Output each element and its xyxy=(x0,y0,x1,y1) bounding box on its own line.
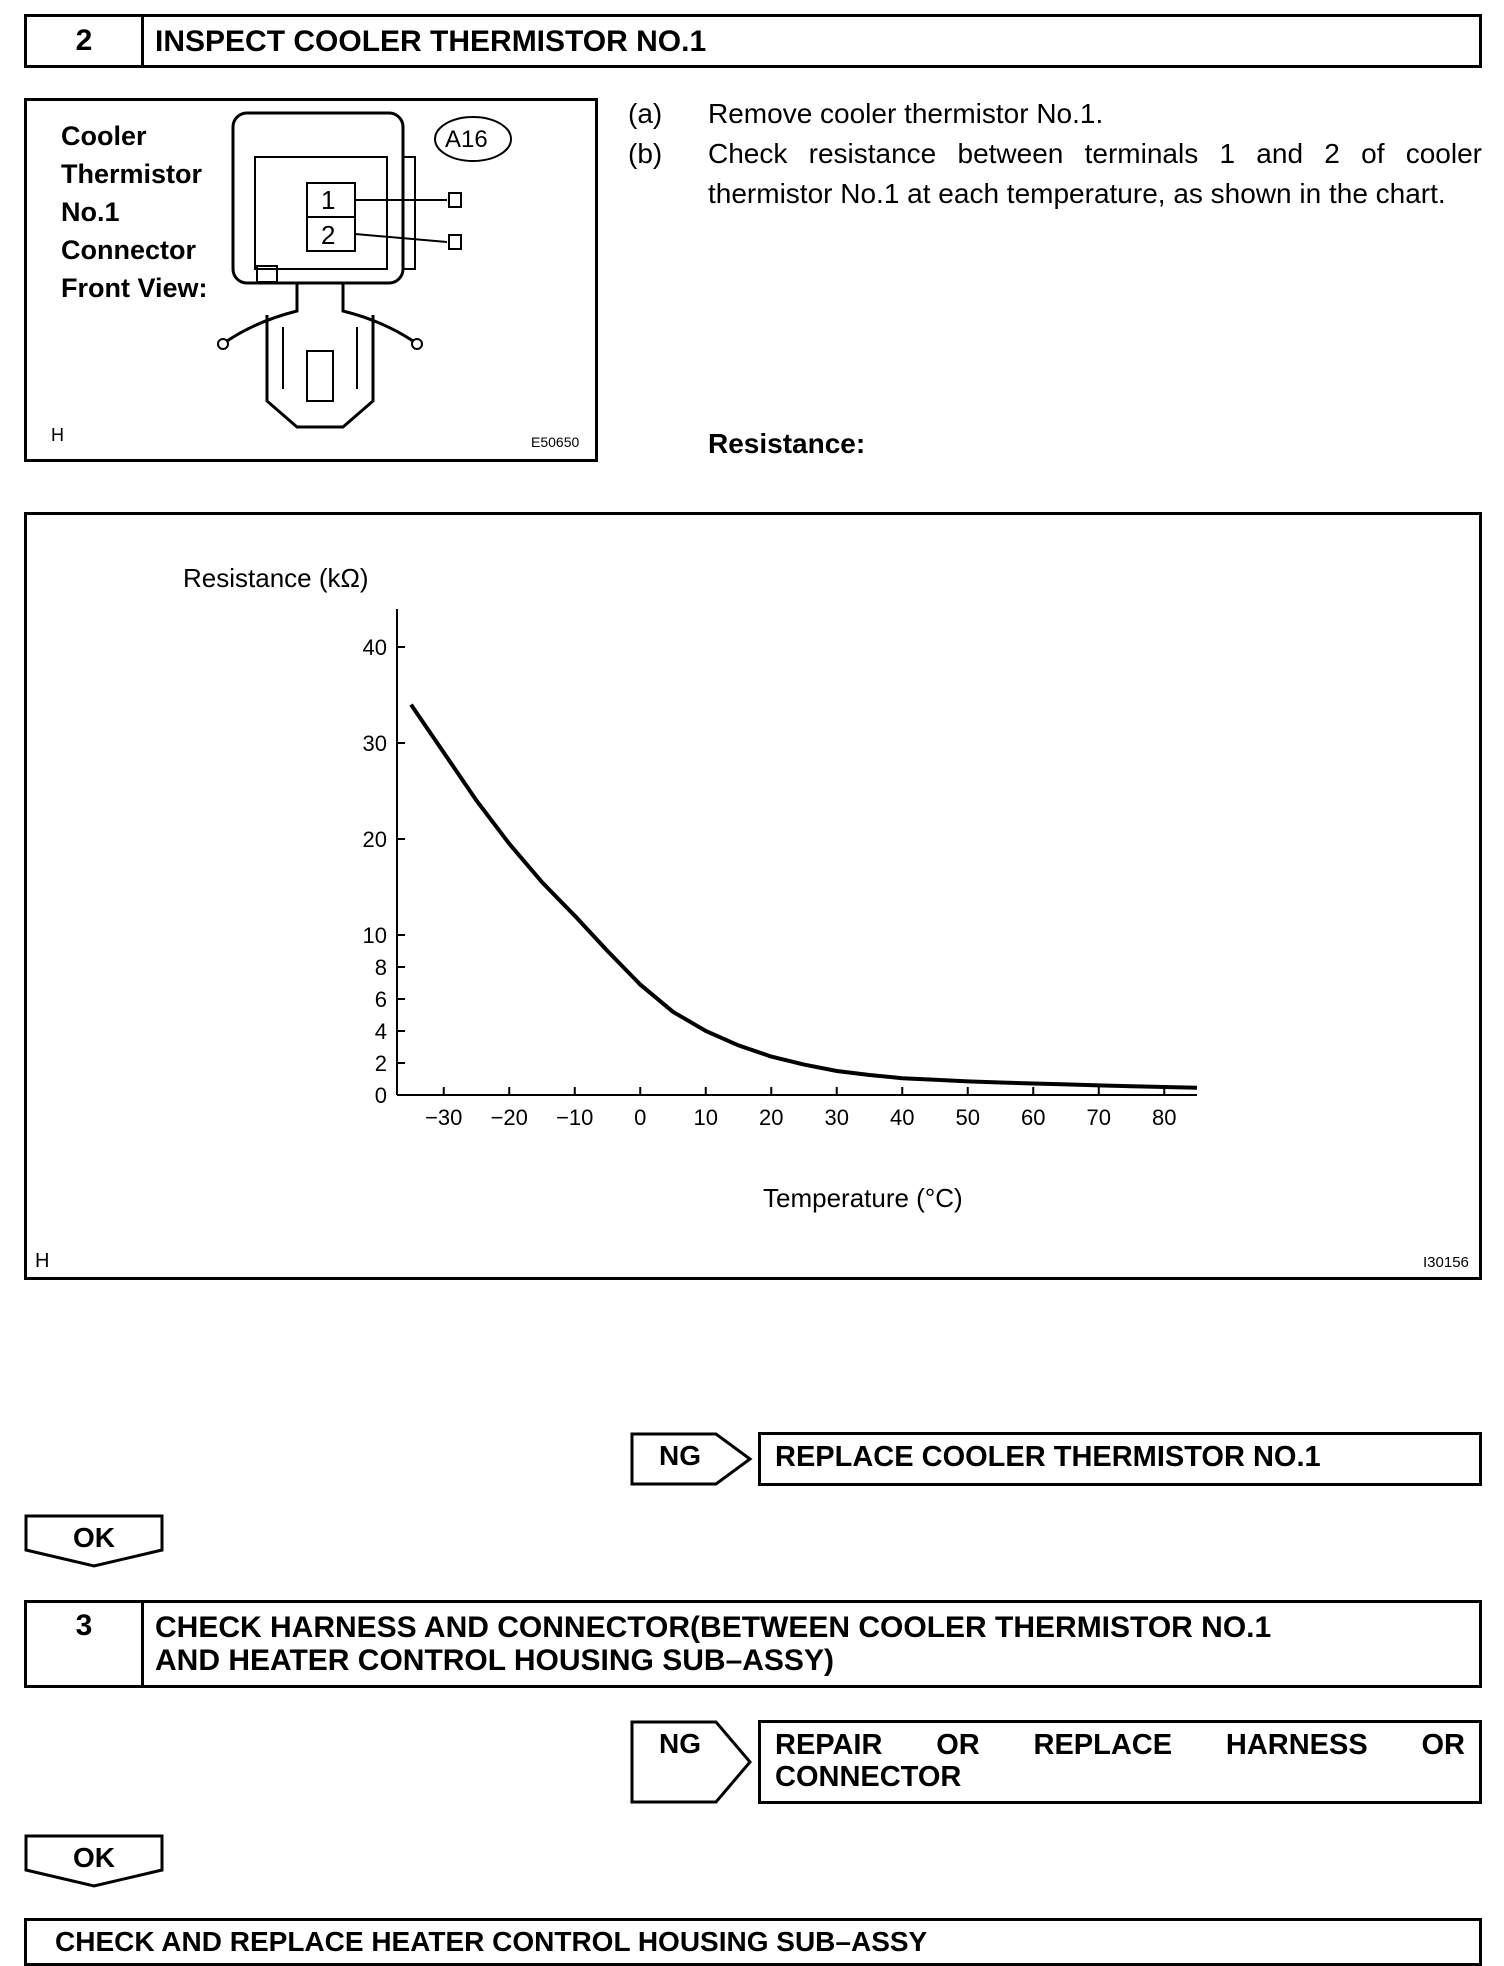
chart-series-line xyxy=(411,705,1197,1088)
final-step-box xyxy=(24,1918,1482,1966)
connector-label-line-5: Front View: xyxy=(61,273,208,303)
connector-label-line-3: No.1 xyxy=(61,197,120,227)
chart-figure-code: I30156 xyxy=(1423,1254,1469,1271)
x-tick-label: 10 xyxy=(693,1105,718,1130)
resistance-chart xyxy=(27,515,1479,1277)
connector-label-line-1: Cooler xyxy=(61,121,147,151)
chart-x-ticks xyxy=(425,1087,1176,1130)
y-tick-label: 0 xyxy=(374,1083,387,1108)
ng-result-2-line-2: CONNECTOR xyxy=(775,1761,962,1793)
connector-drawing xyxy=(27,101,595,459)
chart-frame xyxy=(24,512,1482,1280)
x-tick-label: 60 xyxy=(1021,1105,1046,1130)
figure-corner-letter: H xyxy=(51,425,64,445)
y-tick-label: 40 xyxy=(362,635,387,660)
step-title-line-1: CHECK HARNESS AND CONNECTOR(BETWEEN COOLER THERMISTOR NO.1 xyxy=(155,1611,1272,1644)
chart-y-ticks xyxy=(363,635,405,1108)
instruction-a-marker: (a) xyxy=(628,98,663,129)
chart-xlabel: Temperature (°C) xyxy=(763,1183,963,1213)
connector-body xyxy=(233,113,403,283)
ng-result-2 xyxy=(758,1720,1482,1804)
y-tick-label: 8 xyxy=(374,955,387,980)
x-tick-label: −10 xyxy=(556,1105,594,1130)
step-number: 2 xyxy=(27,17,144,65)
instruction-a-text: Remove cooler thermistor No.1. xyxy=(708,98,1104,129)
terminal-2-label: 2 xyxy=(321,220,336,250)
connector-label-line-2: Thermistor xyxy=(61,159,203,189)
connector-id: A16 xyxy=(445,126,488,153)
final-step-text: CHECK AND REPLACE HEATER CONTROL HOUSING SUB–ASSY xyxy=(55,1926,928,1957)
x-tick-label: 30 xyxy=(824,1105,849,1130)
ng-result-2-line-1: REPAIR OR REPLACE HARNESS OR xyxy=(775,1729,1465,1761)
x-tick-label: 20 xyxy=(759,1105,784,1130)
instruction-b-text: Check resistance between terminals 1 and 2 of cooler thermistor No.1 at each temperature, as shown in the chart. xyxy=(708,138,1482,209)
ok-label-2: OK xyxy=(73,1842,115,1873)
ok-label-1: OK xyxy=(73,1522,115,1553)
resistance-label: Resistance: xyxy=(708,428,866,459)
connector-clip xyxy=(227,283,413,341)
probe-icon-1 xyxy=(449,193,461,207)
probe-icon-2 xyxy=(449,235,461,249)
chart-corner-letter: H xyxy=(35,1250,50,1272)
x-tick-label: 0 xyxy=(634,1105,647,1130)
x-tick-label: 80 xyxy=(1152,1105,1177,1130)
step-number: 3 xyxy=(27,1603,144,1685)
x-tick-label: 50 xyxy=(955,1105,980,1130)
step-title xyxy=(155,1603,1469,1685)
connector-figure xyxy=(24,98,598,462)
connector-label-line-4: Connector xyxy=(61,235,196,265)
ng-tag-1: NG xyxy=(659,1440,701,1471)
instruction-b-marker: (b) xyxy=(628,138,663,169)
x-tick-label: −30 xyxy=(425,1105,463,1130)
y-tick-label: 6 xyxy=(374,987,387,1012)
step-title-line-2: AND HEATER CONTROL HOUSING SUB–ASSY) xyxy=(155,1644,834,1677)
step-title: INSPECT COOLER THERMISTOR NO.1 xyxy=(155,24,707,58)
y-tick-label: 10 xyxy=(362,923,387,948)
ng-result-1: REPLACE COOLER THERMISTOR NO.1 xyxy=(758,1432,1482,1486)
y-tick-label: 4 xyxy=(374,1019,387,1044)
y-tick-label: 20 xyxy=(362,827,387,852)
x-tick-label: −20 xyxy=(490,1105,528,1130)
figure-code: E50650 xyxy=(531,434,580,450)
step-3-header xyxy=(24,1600,1482,1688)
ng-tag-2: NG xyxy=(659,1728,701,1759)
x-tick-label: 40 xyxy=(890,1105,915,1130)
terminal-1-label: 1 xyxy=(321,185,336,215)
step-2-header xyxy=(24,14,1482,68)
x-tick-label: 70 xyxy=(1086,1105,1111,1130)
y-tick-label: 30 xyxy=(362,731,387,756)
chart-ylabel: Resistance (kΩ) xyxy=(183,563,369,593)
y-tick-label: 2 xyxy=(374,1051,387,1076)
connector-side-tab xyxy=(403,157,415,269)
